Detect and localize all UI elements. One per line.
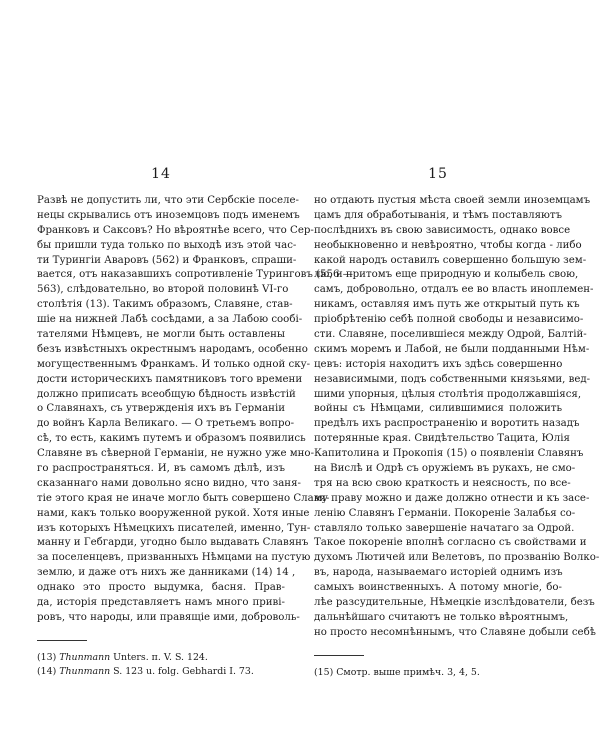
text-line: цевъ: исторія находитъ ихъ здѣсь совершенно bbox=[314, 358, 563, 370]
footnote-author: Thunmann bbox=[59, 651, 114, 663]
text-line: безъ извѣстныхъ окрестнымъ народамъ, особенно bbox=[37, 343, 308, 355]
text-line: Франковъ и Саксовъ? Но вѣроятнѣе всего, что Сер- bbox=[37, 224, 314, 236]
text-line: сти. Славяне, поселившіеся между Одрой, Балтій- bbox=[314, 329, 587, 341]
text-line: предѣлъ ихъ распространенію и воротить назадъ bbox=[314, 418, 580, 430]
text-line: необыкновенно и невѣроятно, чтобы когда - либо bbox=[314, 239, 582, 251]
text-line: пріобрѣтенію себѣ полной свободы и независимо- bbox=[314, 314, 584, 326]
footnotes bbox=[314, 666, 562, 681]
text-line: до войнъ Карла Великаго. — О третьемъ вопро- bbox=[37, 418, 295, 430]
text-line: сѣ, то есть, какимъ путемъ и образомъ появились bbox=[37, 433, 306, 445]
text-line: цамъ для обработыванія, и тѣмъ поставляютъ bbox=[314, 209, 562, 221]
text-line: шими упорныя, цѣлыя столѣтія продолжавшіяся, bbox=[314, 388, 582, 400]
text-line: лѣе разсудительные, Нѣмецкіе изслѣдователи, безъ bbox=[314, 597, 595, 609]
text-line: шіе на нижней Лабѣ сосѣдами, а за Лабою сообі- bbox=[37, 314, 303, 326]
text-line: Капитолина и Прокопія (15) о появленіи Славянъ bbox=[314, 448, 584, 460]
footnote-number: (13) bbox=[37, 651, 60, 663]
footnote-reference: S. 123 u. folg. Gebhardi I. 73. bbox=[113, 666, 254, 678]
text-line: должно приписать всеобщую бѣдность извѣстій bbox=[37, 388, 296, 400]
text-line: нами, какъ только вооруженной рукой. Хотя иные bbox=[37, 507, 310, 519]
text-line: скимъ моремъ и Лабой, не были подданными Нѣм- bbox=[314, 343, 590, 355]
text-line: Развѣ не допустить ли, что эти Сербскіе поселе- bbox=[37, 195, 299, 206]
text-line: въ, народа, называемаго исторіей однимъ изъ bbox=[314, 567, 563, 579]
text-line: нецы скрывались отъ иноземцовъ подъ именемъ bbox=[37, 209, 300, 221]
footnote-divider bbox=[37, 640, 87, 641]
text-line: бы пришли туда только по выходѣ изъ этой час- bbox=[37, 239, 297, 251]
text-line: вается, отъ наказавшихъ сопротивленіе Туринговъ (556 — bbox=[37, 269, 353, 281]
text-line: однако это просто выдумка, басня. Прав- bbox=[37, 582, 285, 594]
text-line: лю, и притомъ еще природную и колыбель свою, bbox=[314, 269, 579, 281]
text-line: столѣтія (13). Такимъ образомъ, Славяне, став- bbox=[37, 299, 293, 311]
text-line: могущественнымъ Франкамъ. И только одной ску- bbox=[37, 358, 311, 370]
text-line: землю, и даже отъ нихъ же данниками (14) 14 , bbox=[37, 567, 296, 579]
text-line: никамъ, оставляя имъ путь же открытый путь къ bbox=[314, 299, 580, 311]
text-line: самыхъ воинственныхъ. А потому многіе, бо- bbox=[314, 582, 562, 594]
text-line: дальнѣйшаго считаютъ не только вѣроятнымъ, bbox=[314, 611, 569, 623]
text-line: тателями Нѣмцевъ, не могли быть оставлены bbox=[37, 329, 285, 341]
text-line: манну и Гебгарди, угодно было выдавать Славянъ bbox=[37, 537, 309, 549]
text-line: го распространяться. И, въ самомъ дѣлѣ, изъ bbox=[37, 463, 285, 475]
text-line: Славяне въ сѣверной Германіи, не нужно уже мно- bbox=[37, 448, 315, 460]
footnote-number: (15) bbox=[314, 666, 337, 678]
footnote bbox=[37, 651, 285, 666]
right-page bbox=[314, 0, 600, 750]
text-line: Такое покореніе вполнѣ согласно съ свойствами и bbox=[314, 537, 587, 549]
footnote-reference: Unters. п. V. S. 124. bbox=[113, 651, 208, 663]
footnote-number: (14) bbox=[37, 666, 60, 678]
body-text bbox=[314, 194, 600, 641]
text-line: ленію Славянъ Германіи. Покореніе Залабья со- bbox=[314, 507, 576, 519]
text-line: какой народъ оставилъ совершенно большую зем- bbox=[314, 254, 587, 266]
footnote bbox=[314, 666, 562, 681]
body-text bbox=[37, 194, 353, 626]
text-line: ти Турингіи Аваровъ (562) и Франковъ, спраши- bbox=[37, 254, 297, 266]
text-line: тіе этого края не иначе могло быть совершено Славя- bbox=[37, 492, 330, 504]
text-line: самъ, добровольно, отдалъ ее во власть иноплемен- bbox=[314, 284, 594, 296]
page-number: 15 bbox=[428, 166, 448, 182]
text-line: но отдають пустыя мѣста своей земли иноземцамъ bbox=[314, 195, 591, 206]
text-line: духомъ Лютичей или Велетовъ, по прозванію Волко- bbox=[314, 552, 600, 564]
footnote-divider bbox=[314, 655, 364, 656]
text-line: изъ которыхъ Нѣмецкихъ писателей, именно, Тун- bbox=[37, 522, 311, 534]
text-line: потерянные края. Свидѣтельство Тацита, Юлія bbox=[314, 433, 570, 445]
text-line: о Славянахъ, съ утвержденія ихъ въ Германіи bbox=[37, 403, 286, 415]
footnote-reference: Смотр. выше примѣч. 3, 4, 5. bbox=[336, 666, 480, 678]
text-line: войны съ Нѣмцами, силившимися положить bbox=[314, 403, 562, 415]
text-line: ровъ, что народы, или правящіе ими, доброволь- bbox=[37, 611, 300, 623]
text-line: послѣднихъ въ свою зависимость, однако вовсе bbox=[314, 224, 571, 236]
text-line: но просто несомнѣннымъ, что Славяне добыли себѣ bbox=[314, 626, 596, 638]
text-line: тря на всю свою краткость и неясность, по все- bbox=[314, 477, 571, 489]
text-line: 563), слѣдовательно, во второй половинѣ VI-го bbox=[37, 284, 289, 296]
text-line: за поселенцевъ, призванныхъ Нѣмцами на пустую bbox=[37, 552, 311, 564]
text-line: му праву можно и даже должно отнести и къ засе- bbox=[314, 492, 590, 504]
footnote bbox=[37, 665, 285, 680]
text-line: независимыми, подъ собственными князьями, вед- bbox=[314, 373, 591, 385]
text-line: дости историческихъ памятниковъ того времени bbox=[37, 373, 303, 385]
text-line: ставляло только завершеніе начатаго за Одрой. bbox=[314, 522, 575, 534]
footnote-author: Thunmann bbox=[59, 666, 114, 678]
page-number: 14 bbox=[151, 166, 171, 182]
text-line: да, исторія представляетъ намъ много приві- bbox=[37, 597, 285, 609]
text-line: сказаннаго нами довольно ясно видно, что заня- bbox=[37, 477, 301, 489]
footnotes bbox=[37, 651, 285, 680]
text-line: на Вислѣ и Одрѣ съ оружіемъ въ рукахъ, не смо- bbox=[314, 463, 576, 475]
